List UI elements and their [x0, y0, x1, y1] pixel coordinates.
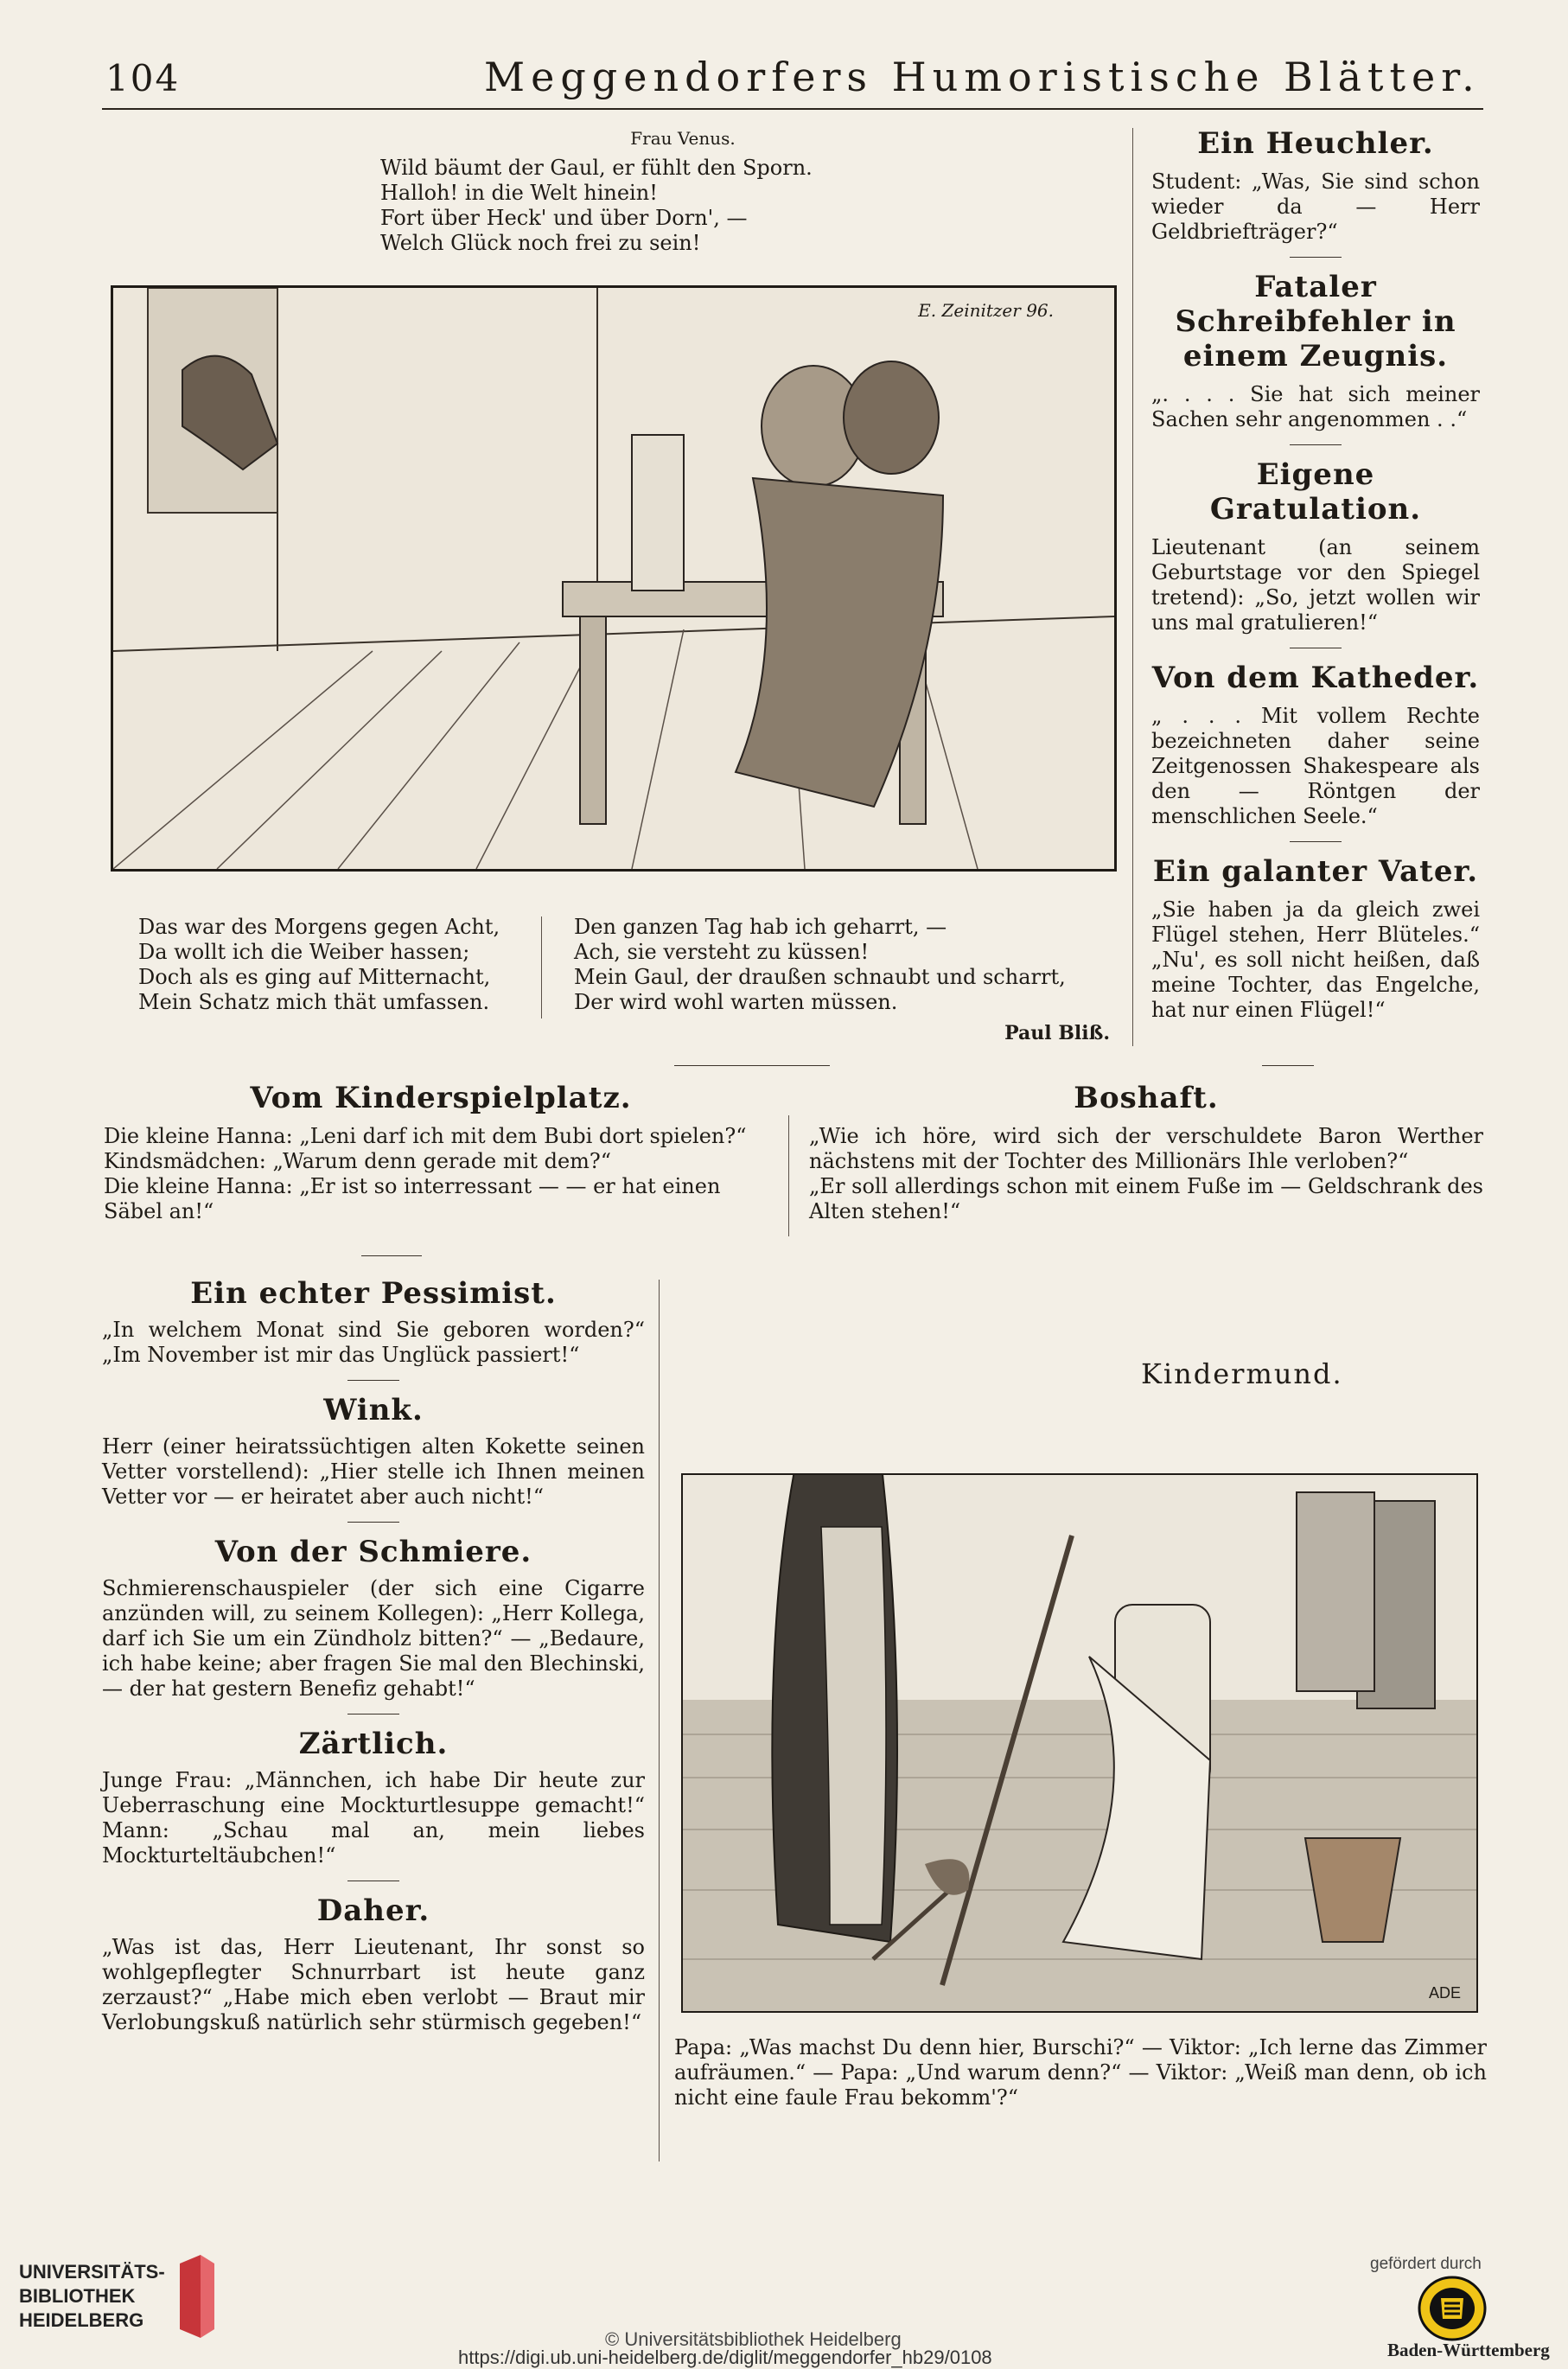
anecdote-title: Ein echter Pessimist.: [190, 1276, 557, 1311]
poem-top-line: Welch Glück noch frei zu sein!: [380, 231, 701, 255]
header-rule: [102, 108, 1483, 110]
poem-top: [380, 128, 985, 256]
kindermund-caption-text: Papa: „Was machst Du denn hier, Burschi?“ — Viktor: „Ich lerne das Zimmer aufräumen.“ — Papa: „Und warum denn?“ — Viktor: „Weiß man denn, ob ich nicht eine faule Frau bekomm'?“: [674, 2035, 1487, 2110]
separator: [674, 1065, 830, 1066]
anecdote-title: Von der Schmiere.: [214, 1535, 532, 1569]
footer-url[interactable]: https://digi.ub.uni-heidelberg.de/diglit/meggendorfer_hb29/0108: [458, 2347, 992, 2368]
library-name-line: UNIVERSITÄTS-: [19, 2261, 165, 2283]
kinderspielplatz-line: Kindsmädchen: „Warum denn gerade mit dem?“: [104, 1149, 612, 1173]
boshaft-title: Boshaft.: [1074, 1081, 1219, 1115]
anecdote-text: „. . . . Sie hat sich meiner Sachen sehr angenommen . .“: [1151, 382, 1480, 431]
separator: [1290, 257, 1342, 258]
poem-top-title: Frau Venus.: [630, 128, 736, 149]
anecdote-text: Herr (einer heiratssüchtigen alten Kokette seinen Vetter vorstellend): „Hier stelle ich Ihnen meinen Vetter vor — er heiratet aber auch nicht!“: [102, 1434, 645, 1509]
kinderspielplatz-title: Vom Kinderspielplatz.: [250, 1081, 632, 1115]
library-mark-icon: [175, 2255, 218, 2338]
kinderspielplatz: [104, 1081, 778, 1224]
right-column: [1151, 126, 1480, 1023]
anecdote: [102, 1276, 645, 1381]
boshaft-line: „Wie ich höre, wird sich der verschuldete Baron Werther nächstens mit der Tochter des Millionärs Ihle verloben?“: [809, 1124, 1483, 1173]
boshaft: [809, 1081, 1483, 1224]
running-title: Meggendorfers Humoristische Blätter.: [484, 54, 1481, 100]
page-number: 104: [105, 57, 181, 99]
poem-line: Den ganzen Tag hab ich geharrt, —: [574, 915, 947, 939]
kinderspielplatz-line: Die kleine Hanna: „Er ist so interressant — — er hat einen Säbel an!“: [104, 1174, 721, 1223]
separator: [1290, 841, 1342, 842]
poem-line: Ach, sie versteht zu küssen!: [574, 940, 870, 964]
kindermund-title: Kindermund.: [1141, 1357, 1343, 1390]
poem-line: Mein Schatz mich thät umfassen.: [138, 990, 490, 1014]
anecdote-text: „Sie haben ja da gleich zwei Flügel stehen, Herr Blüteles.“ „Nu', es soll nicht heißen, daß meine Tochter, das Engelche, hat nur einen Flügel!“: [1151, 897, 1480, 1022]
state-name: Baden-Württemberg: [1387, 2340, 1550, 2360]
anecdote-title: Ein galanter Vater.: [1152, 854, 1479, 889]
poem-line: Der wird wohl warten müssen.: [574, 990, 898, 1014]
library-name-line: HEIDELBERG: [19, 2309, 144, 2331]
anecdote: [1151, 126, 1480, 258]
poem-author: Paul Bliß.: [1004, 1022, 1110, 1044]
kindermund-drawing: [683, 1475, 1476, 2011]
anecdote: [1151, 661, 1480, 842]
illustration-kindermund: [681, 1473, 1478, 2013]
left-column-rule: [659, 1280, 660, 2161]
poem-line: Doch als es ging auf Mitternacht,: [138, 965, 491, 989]
separator: [347, 1380, 399, 1381]
anecdote-text: „Was ist das, Herr Lieutenant, Ihr sonst so wohlgepflegter Schnurrbart ist heute ganz zerzaust?“ „Habe mich eben verlobt — Braut mir Verlobungskuß natürlich sehr stürmisch gegeben!“: [102, 1935, 645, 2034]
kindermund-caption: [674, 2035, 1487, 2110]
poem-divider: [541, 916, 542, 1018]
anecdote-text: Schmierenschauspieler (der sich eine Cigarre anzünden will, zu seinem Kollegen): „Herr Kollega, darf ich Sie um ein Zündholz bitten?“ — „Bedaure, ich habe keine; aber fragen Sie mal den Blechinski, — der hat gestern Benefiz gehabt!“: [102, 1576, 645, 1701]
library-name-line: BIBLIOTHEK: [19, 2285, 136, 2307]
anecdote-text: Lieutenant (an seinem Geburtstage vor den Spiegel tretend): „So, jetzt wollen wir uns mal gratulieren!“: [1151, 535, 1480, 635]
anecdote-title: Daher.: [316, 1893, 430, 1928]
tavern-drawing: [113, 288, 1114, 869]
anecdote: [102, 1393, 645, 1523]
poem-top-line: Fort über Heck' und über Dorn', —: [380, 206, 748, 230]
anecdote-text: Junge Frau: „Männchen, ich habe Dir heute zur Ueberraschung eine Mockturtlesuppe gemacht!“ Mann: „Schau mal an, mein liebes Mockturteltäubchen!“: [102, 1768, 645, 1868]
library-name: [19, 2260, 165, 2333]
anecdote-title: Wink.: [323, 1393, 424, 1427]
left-column: [102, 1276, 645, 2035]
anecdote: [102, 1727, 645, 1881]
kindermund-signature: ADE: [1428, 1984, 1461, 2002]
anecdote-text: Student: „Was, Sie sind schon wieder da — Herr Geldbriefträger?“: [1151, 169, 1480, 244]
anecdote: [102, 1535, 645, 1714]
university-library-logo: [19, 2250, 226, 2345]
anecdote: [1151, 270, 1480, 445]
poem-line: Mein Gaul, der draußen schnaubt und scharrt,: [574, 965, 1066, 989]
anecdote-text: „ . . . Mit vollem Rechte bezeichneten daher seine Zeitgenossen Shakespeare als den — Röntgen der menschlichen Seele.“: [1151, 704, 1480, 828]
boshaft-line: „Er soll allerdings schon mit einem Fuße im — Geldschrank des Alten stehen!“: [809, 1174, 1483, 1223]
illustration-tavern-kiss: [111, 285, 1117, 872]
poem-line: Das war des Morgens gegen Acht,: [138, 915, 500, 939]
anecdote-text: „In welchem Monat sind Sie geboren worden?“ „Im November ist mir das Unglück passiert!“: [102, 1318, 645, 1367]
anecdote-title: Zärtlich.: [298, 1727, 449, 1761]
anecdote-title: Fataler Schreibfehler in einem Zeugnis.: [1175, 270, 1456, 374]
anecdote-title: Von dem Katheder.: [1151, 661, 1480, 695]
poem-bottom-right: [574, 915, 1110, 1044]
poem-bottom-left: [138, 915, 545, 1015]
illustration-1-signature: E. Zeinitzer 96.: [918, 300, 1054, 321]
poem-line: Da wollt ich die Weiber hassen;: [138, 940, 470, 964]
anecdote-title: Eigene Gratulation.: [1209, 457, 1422, 527]
state-coat-of-arms-icon: [1405, 2274, 1500, 2343]
poem-top-line: Halloh! in die Welt hinein!: [380, 181, 658, 205]
anecdote: [102, 1893, 645, 2035]
funded-by: gefördert durch: [1370, 2255, 1482, 2273]
right-column-rule: [1132, 128, 1133, 1046]
middle-divider: [788, 1115, 789, 1236]
separator: [1262, 1065, 1314, 1066]
separator: [1290, 444, 1342, 445]
kinderspielplatz-line: Die kleine Hanna: „Leni darf ich mit dem Bubi dort spielen?“: [104, 1124, 747, 1148]
poem-top-line: Wild bäumt der Gaul, er fühlt den Sporn.: [380, 156, 813, 180]
anecdote: [1151, 854, 1480, 1023]
separator: [347, 1522, 399, 1523]
anecdote: [1151, 457, 1480, 648]
anecdote-title: Ein Heuchler.: [1197, 126, 1434, 161]
footer-copyright: © Universitätsbibliothek Heidelberg: [605, 2328, 902, 2350]
separator: [361, 1255, 422, 1256]
